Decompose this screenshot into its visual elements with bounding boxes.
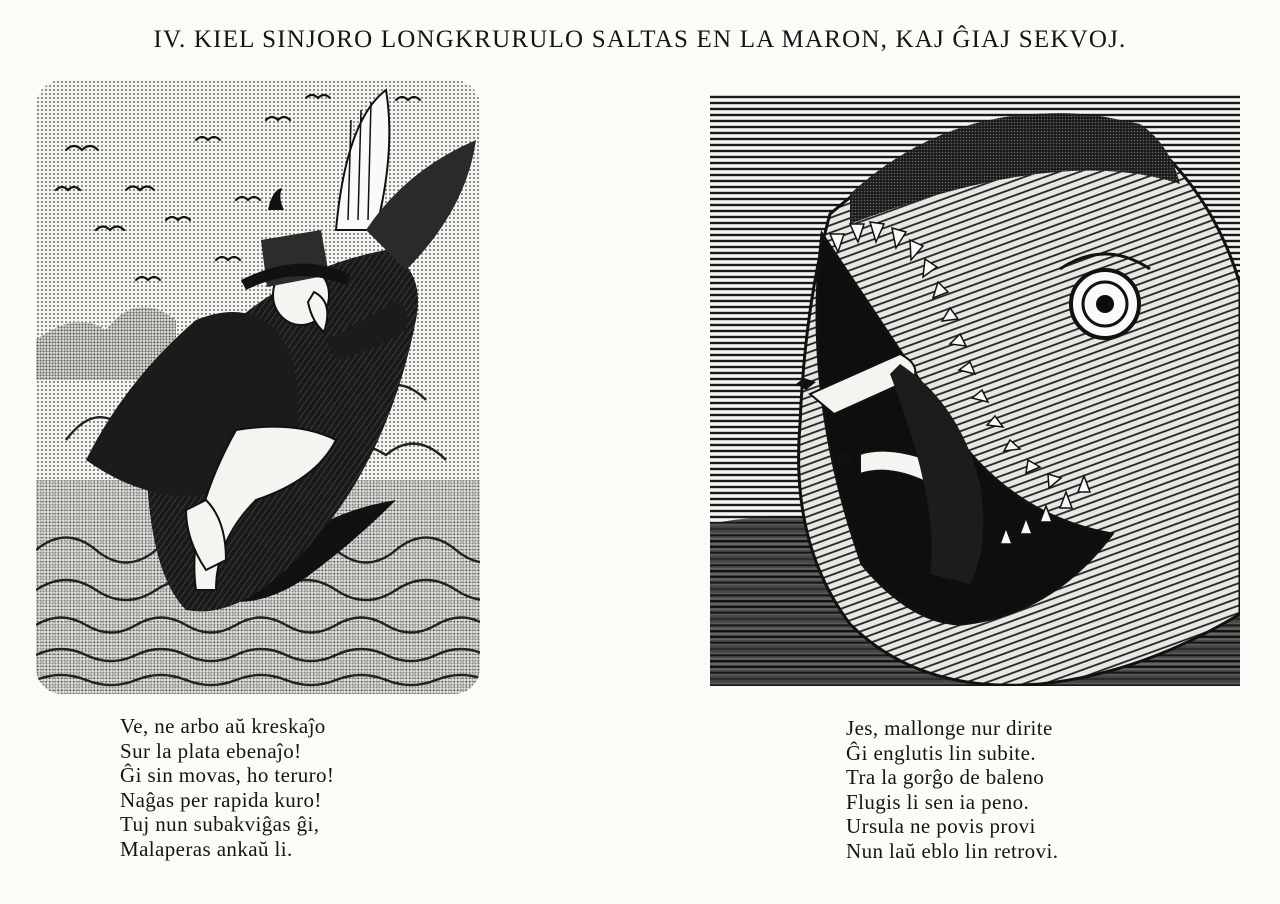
verse-line: Flugis li sen ia peno. (846, 789, 1030, 814)
verse-line: Jes, mallonge nur dirite (846, 716, 1053, 740)
verse-line: Tra la gorĝo de baleno (846, 765, 1045, 789)
verse-line: Ĝi sin movas, ho teruro! (120, 763, 335, 787)
verse-line: Sur la plata ebenaĵo! (120, 738, 302, 763)
verse-right (846, 716, 1058, 863)
illustration-right (710, 94, 1240, 686)
whale-swallowing-man-icon (710, 94, 1240, 686)
verse-line: Ĝi englutis lin subite. (846, 740, 1037, 765)
verse-line: Ursula ne povis provi (846, 814, 1036, 838)
page-title: IV. KIEL SINJORO LONGKRURULO SALTAS EN LA MARON, KAJ ĜIAJ SEKVOJ. (153, 26, 1127, 53)
verse-line: Tuj nun subakviĝas ĝi, (120, 812, 320, 836)
verse-left (120, 714, 334, 861)
illustration-left (36, 80, 480, 694)
verse-line: Nun laŭ eblo lin retrovi. (846, 838, 1059, 863)
man-riding-fish-icon (36, 80, 480, 694)
verse-line: Naĝas per rapida kuro! (120, 787, 322, 812)
verse-line: Ve, ne arbo aŭ kreskaĵo (120, 714, 326, 738)
verse-line: Malaperas ankaŭ li. (120, 836, 293, 861)
